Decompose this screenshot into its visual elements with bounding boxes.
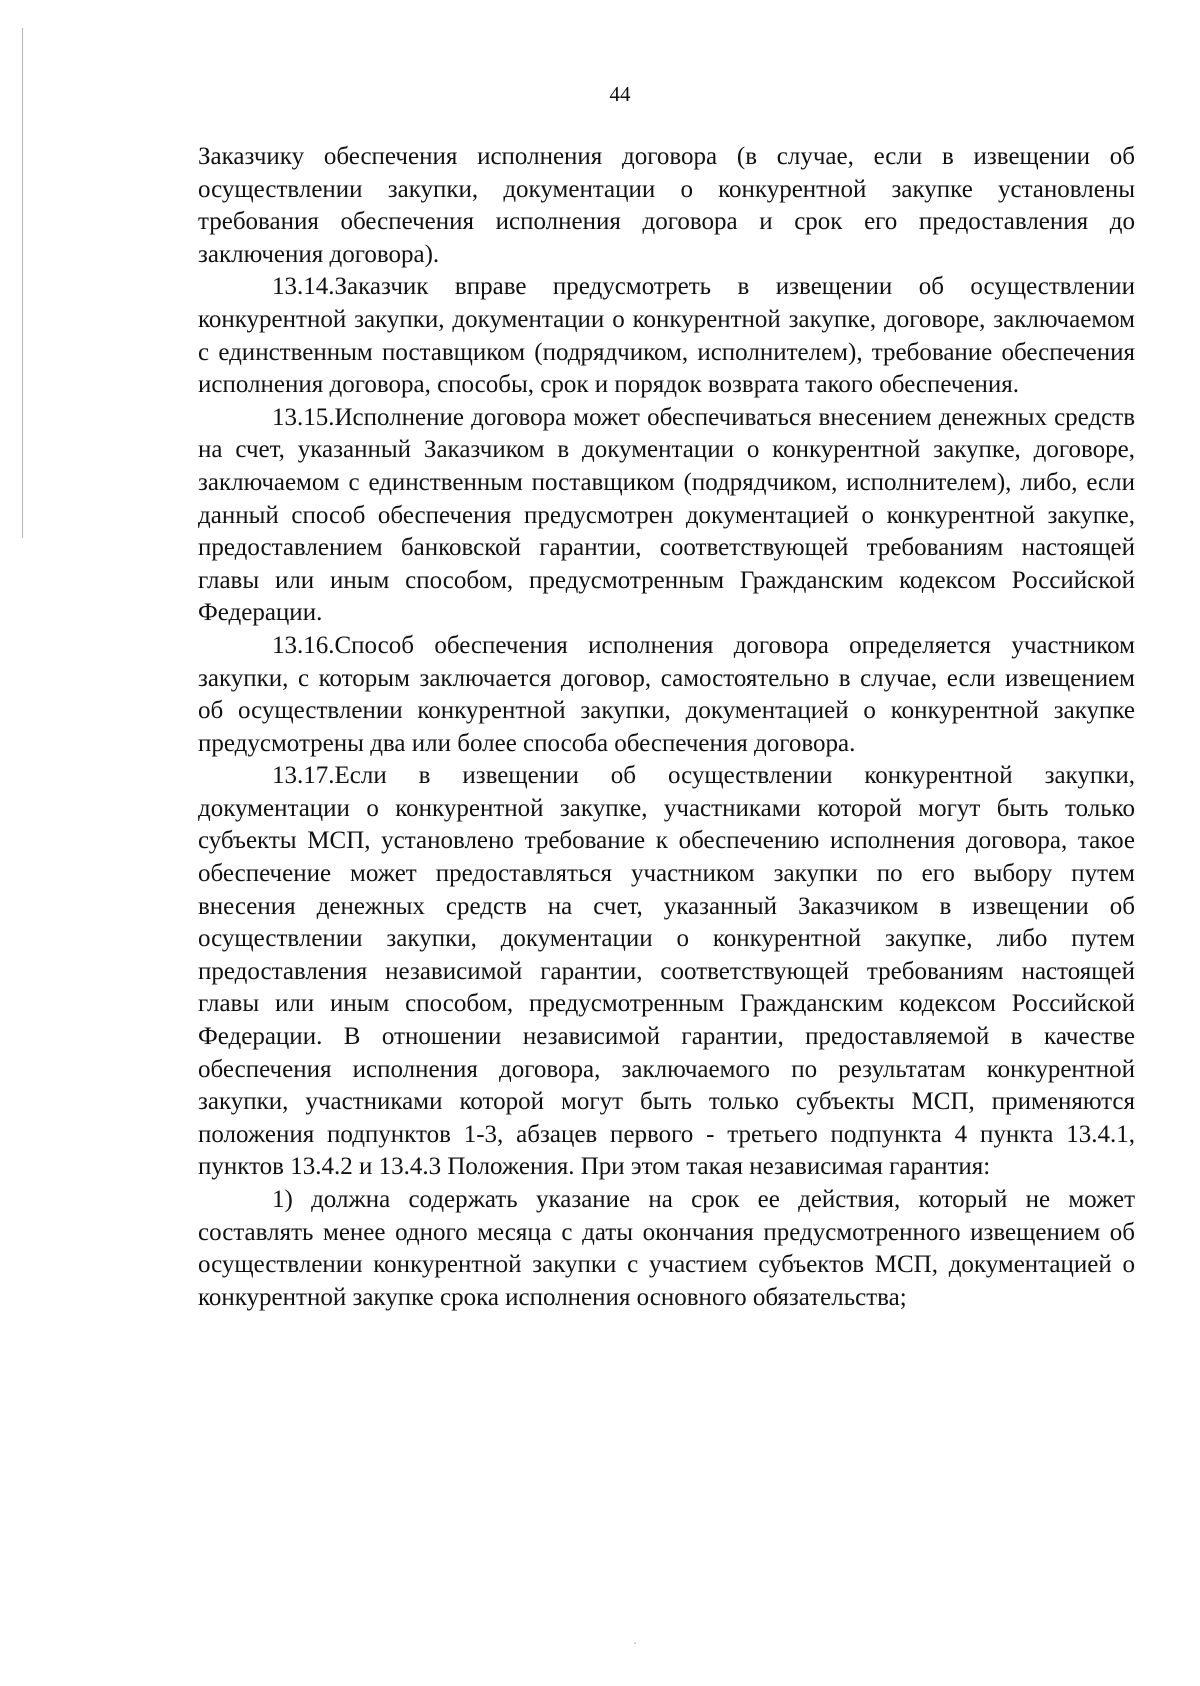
paragraph-continuation: Заказчику обеспечения исполнения договора (в случае, если в извещении об осуществлении закупки, документации о конкурентной закупке установлены требования обеспечения исполнения договора и срок его предоставления до заключения договора). [198,143,1135,268]
paragraph-13-16: 13.16.Способ обеспечения исполнения договора определяется участником закупки, с которым заключается договор, самостоятельно в случае, если извещением об осуществлении конкурентной закупки, документацией о конкурентной закупке предусмотрены два или более способа обеспечения договора. [198,631,1135,757]
paragraph-13-14: 13.14.Заказчик вправе предусмотреть в извещении об осуществлении конкурентной закупки, документации о конкурентной закупке, договоре, заключаемом с единственным поставщиком (подрядчиком, исполнителем), требование обеспечения исполнения договора, способы, срок и порядок возврата такого обеспечения. [198,273,1135,399]
page-number: 44 [609,82,631,106]
document-body [198,141,1135,1314]
paragraph-13-15: 13.15.Исполнение договора может обеспечиваться внесением денежных средств на счет, указанный Заказчиком в документации о конкурентной закупке, договоре, заключаемом с единственным поставщиком (подрядчиком, исполнителем), либо, если данный способ обеспечения предусмотрен документацией о конкурентной закупке, предоставлением банковской гарантии, соответствующей требованиям настоящей главы или иным способом, предусмотренным Гражданским кодексом Российской Федерации. [198,403,1135,627]
list-item-1: 1) должна содержать указание на срок ее действия, который не может составлять менее одного месяца с даты окончания предусмотренного извещением об осуществлении конкурентной закупки с участием субъектов МСП, документацией о конкурентной закупке срока исполнения основного обязательства; [198,1186,1135,1311]
paragraph-13-17: 13.17.Если в извещении об осуществлении конкурентной закупки, документации о конкурентной закупке, участниками которой могут быть только субъекты МСП, установлено требование к обеспечению исполнения договора, такое обеспечение может предоставляться участником закупки по его выбору путем внесения денежных средств на счет, указанный Заказчиком в извещении об осуществлении закупки, документации о конкурентной закупке, либо путем предоставления независимой гарантии, соответствующей требованиям настоящей главы или иным способом, предусмотренным Гражданским кодексом Российской Федерации. В отношении независимой гарантии, предоставляемой в качестве обеспечения исполнения договора, заключаемого по результатам конкурентной закупки, участниками которой могут быть только субъекты МСП, применяются положения подпунктов 1-3, абзацев первого - третьего подпункта 4 пункта 13.4.1, пунктов 13.4.2 и 13.4.3 Положения. При этом такая независимая гарантия: [198,762,1135,1181]
scan-artifact [634,1642,636,1644]
